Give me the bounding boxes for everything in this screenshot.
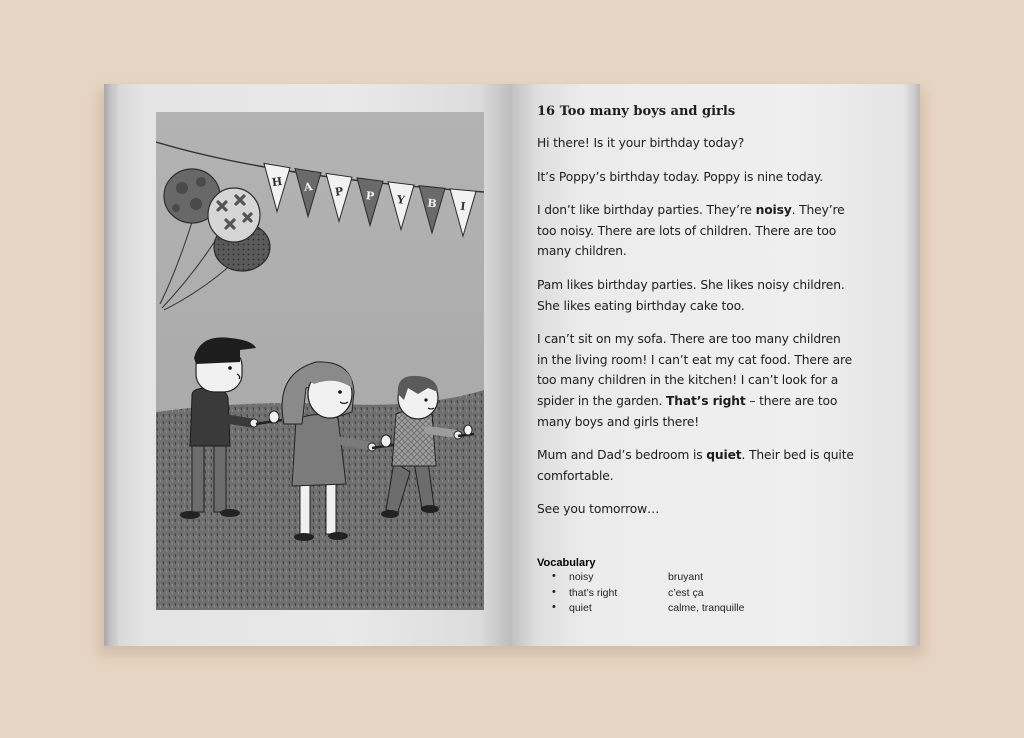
- vocabulary-translation: calme, tranquille: [668, 602, 745, 614]
- text-span: I don’t like birthday parties. They’re: [537, 203, 756, 218]
- chapter-title: 16 Too many boys and girls: [537, 104, 736, 119]
- story-paragraph: [537, 499, 855, 520]
- bunting-letter: H: [271, 174, 284, 190]
- text-span: It’s Poppy’s birthday today. Poppy is nine today.: [537, 169, 824, 184]
- text-span: See you tomorrow…: [537, 502, 660, 517]
- story-text: [537, 104, 855, 533]
- text-span: . Their bed is quite comfortable.: [537, 448, 854, 483]
- story-paragraph: [537, 200, 855, 262]
- vocab-word: quiet: [706, 448, 742, 463]
- vocab-word: noisy: [755, 203, 792, 218]
- bullet-icon: •: [552, 585, 556, 598]
- vocabulary-box: [537, 557, 837, 618]
- story-paragraph: [537, 133, 855, 154]
- text-span: Hi there! Is it your birthday today?: [537, 136, 745, 150]
- story-paragraph: [537, 167, 855, 188]
- birthday-illustration: [156, 112, 484, 610]
- vocabulary-translation: bruyant: [668, 571, 704, 583]
- bunting-letter: Y: [396, 193, 406, 207]
- page-edge-right: [912, 84, 920, 646]
- bunting-letter: I: [459, 199, 467, 214]
- story-paragraph: [537, 445, 855, 486]
- vocab-word: That’s right: [666, 393, 746, 408]
- vocabulary-translation: c’est ça: [668, 586, 704, 599]
- vocabulary-term: that’s right: [569, 586, 618, 599]
- text-span: – there are too many boys and girls there!: [537, 393, 838, 429]
- bunting-letter: P: [365, 189, 375, 203]
- vocabulary-list: [537, 571, 837, 618]
- vocabulary-title: Vocabulary: [537, 557, 596, 569]
- bullet-icon: •: [552, 570, 556, 582]
- text-span: Mum and Dad’s bedroom is: [537, 448, 707, 463]
- text-span: . They’re too noisy. There are lots of children. There are too many children.: [537, 203, 845, 259]
- balloon-crosses: [208, 188, 260, 242]
- vocabulary-term: noisy: [569, 571, 594, 583]
- page-edge-left: [104, 84, 118, 646]
- vocabulary-item: [537, 587, 837, 603]
- story-paragraph: [537, 329, 855, 432]
- vocabulary-term: quiet: [569, 602, 592, 614]
- story-paragraphs: [537, 133, 855, 520]
- bunting-letter: B: [426, 196, 438, 211]
- vocabulary-item: [537, 571, 837, 587]
- vocabulary-item: [537, 602, 837, 618]
- story-paragraph: [537, 275, 855, 316]
- text-span: Pam likes birthday parties. She likes noisy children. She likes eating birthday cake too.: [537, 277, 845, 313]
- bunting-letter: A: [302, 180, 314, 195]
- bullet-icon: •: [552, 601, 556, 613]
- text-span: I can’t sit on my sofa. There are too many children in the living room! I can’t eat my cat food. There are too many children in the kitchen! I can’t look for a spider in the garden.: [537, 332, 853, 408]
- bunting-letter: P: [334, 184, 345, 199]
